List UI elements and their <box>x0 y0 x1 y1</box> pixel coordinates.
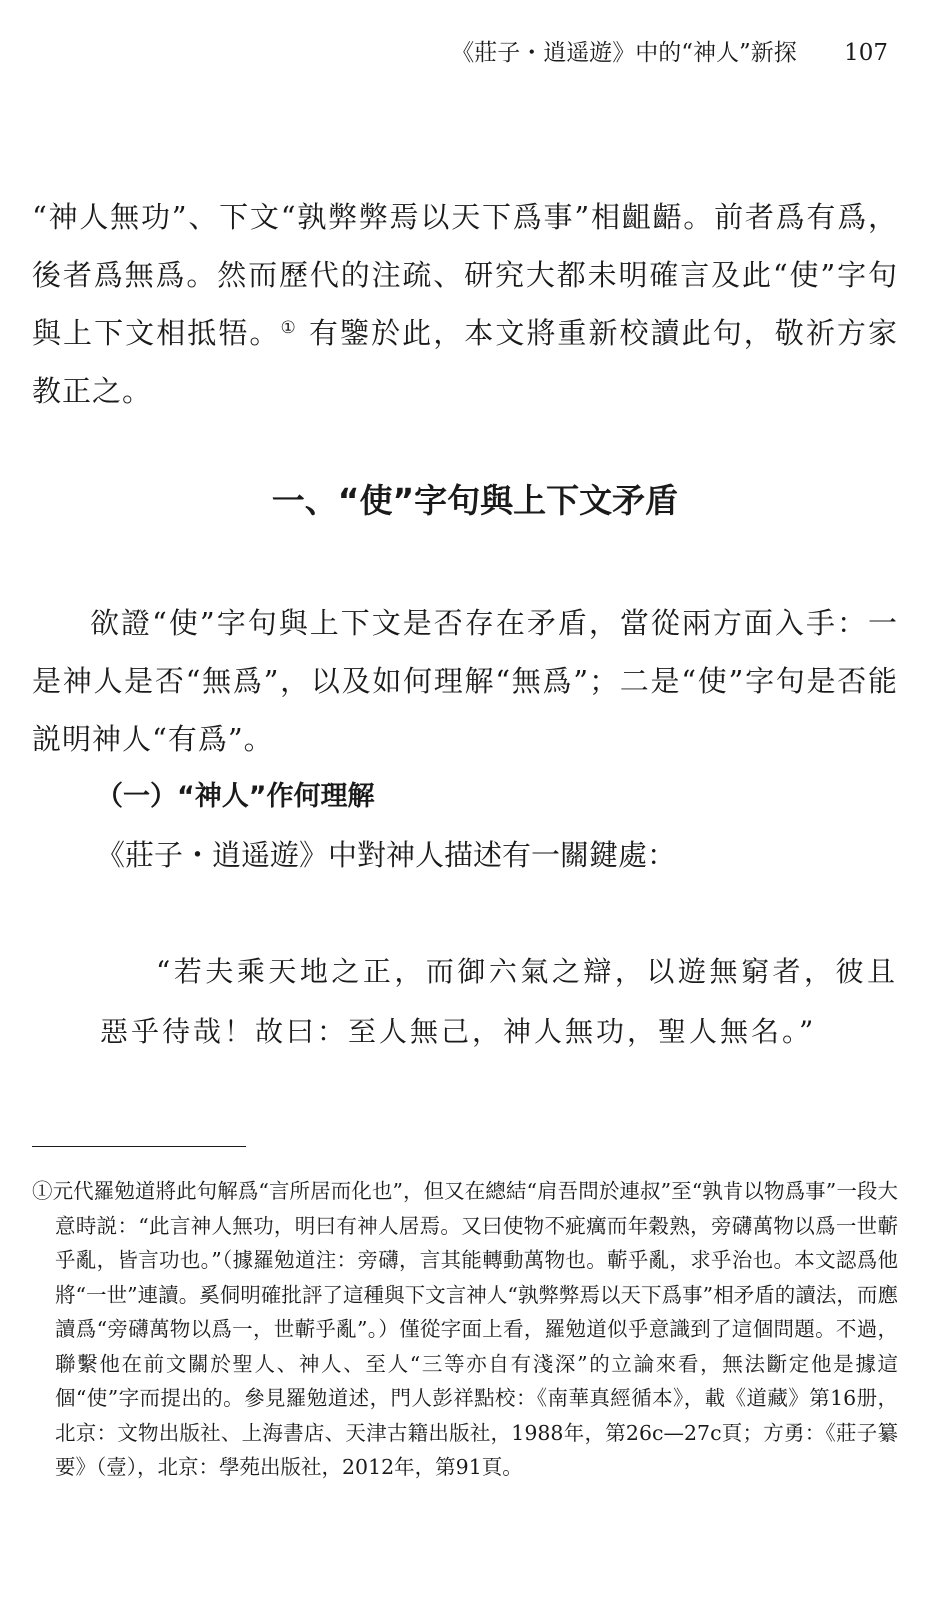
subsection-heading: （一）“神人”作何理解 <box>96 781 375 812</box>
quote-lead-in: 《莊子・逍遥遊》中對神人描述有一關鍵處： <box>96 838 677 872</box>
intro-text-continued: 有鑒於此，本文將重新校讀此句，敬祈方家教正之。 <box>32 316 898 408</box>
footnote-divider <box>32 1146 246 1147</box>
running-title: 《莊子・逍遥遊》中的“神人”新探 <box>451 40 797 66</box>
running-header <box>451 34 888 67</box>
section-title: 一、“使”字句與上下文矛盾 <box>271 481 679 520</box>
footnote-1: ①元代羅勉道將此句解爲“言所居而化也”，但又在總結“肩吾問於連叔”至“孰肯以物爲事”一段大意時説：“此言神人無功，明曰有神人居焉。又曰使物不疵癘而年穀熟，旁礴萬物以爲一世蘄乎亂，皆言功也。”（據羅勉道注：旁礴，言其能轉動萬物也。蘄乎亂，求乎治也。本文認爲他將“一世”連讀。奚侗明確批評了這種與下文言神人“孰弊弊焉以天下爲事”相矛盾的讀法，而應讀爲“旁礴萬物以爲一，世蘄乎亂”。）僅從字面上看，羅勉道似乎意識到了這個問題。不過，聯繫他在前文關於聖人、神人、至人“三等亦自有淺深”的立論來看，無法斷定他是據這個“使”字而提出的。參見羅勉道述，門人彭祥點校：《南華真經循本》，載《道藏》第16册，北京：文物出版社、上海書店、天津古籍出版社，1988年，第26c—27c頁；方勇：《莊子纂要》（壹），北京：學苑出版社，2012年，第91頁。 <box>32 1179 898 1479</box>
footnote-reference[interactable]: ① <box>280 318 298 338</box>
section-paragraph: 欲證“使”字句與上下文是否存在矛盾，當從兩方面入手：一是神人是否“無爲”，以及如何理解“無爲”；二是“使”字句是否能説明神人“有爲”。 <box>32 606 898 756</box>
block-quote: “若夫乘天地之正，而御六氣之辯，以遊無窮者，彼且惡乎待哉！故曰：至人無己，神人無功，聖人無名。” <box>100 955 898 1048</box>
intro-text: “神人無功”、下文“孰弊弊焉以天下爲事”相齟齬。前者爲有爲，後者爲無爲。然而歷代的注疏、研究大都未明確言及此“使”字句與上下文相抵牾。 <box>32 200 898 350</box>
intro-paragraph <box>32 188 898 420</box>
page-number: 107 <box>844 40 888 66</box>
